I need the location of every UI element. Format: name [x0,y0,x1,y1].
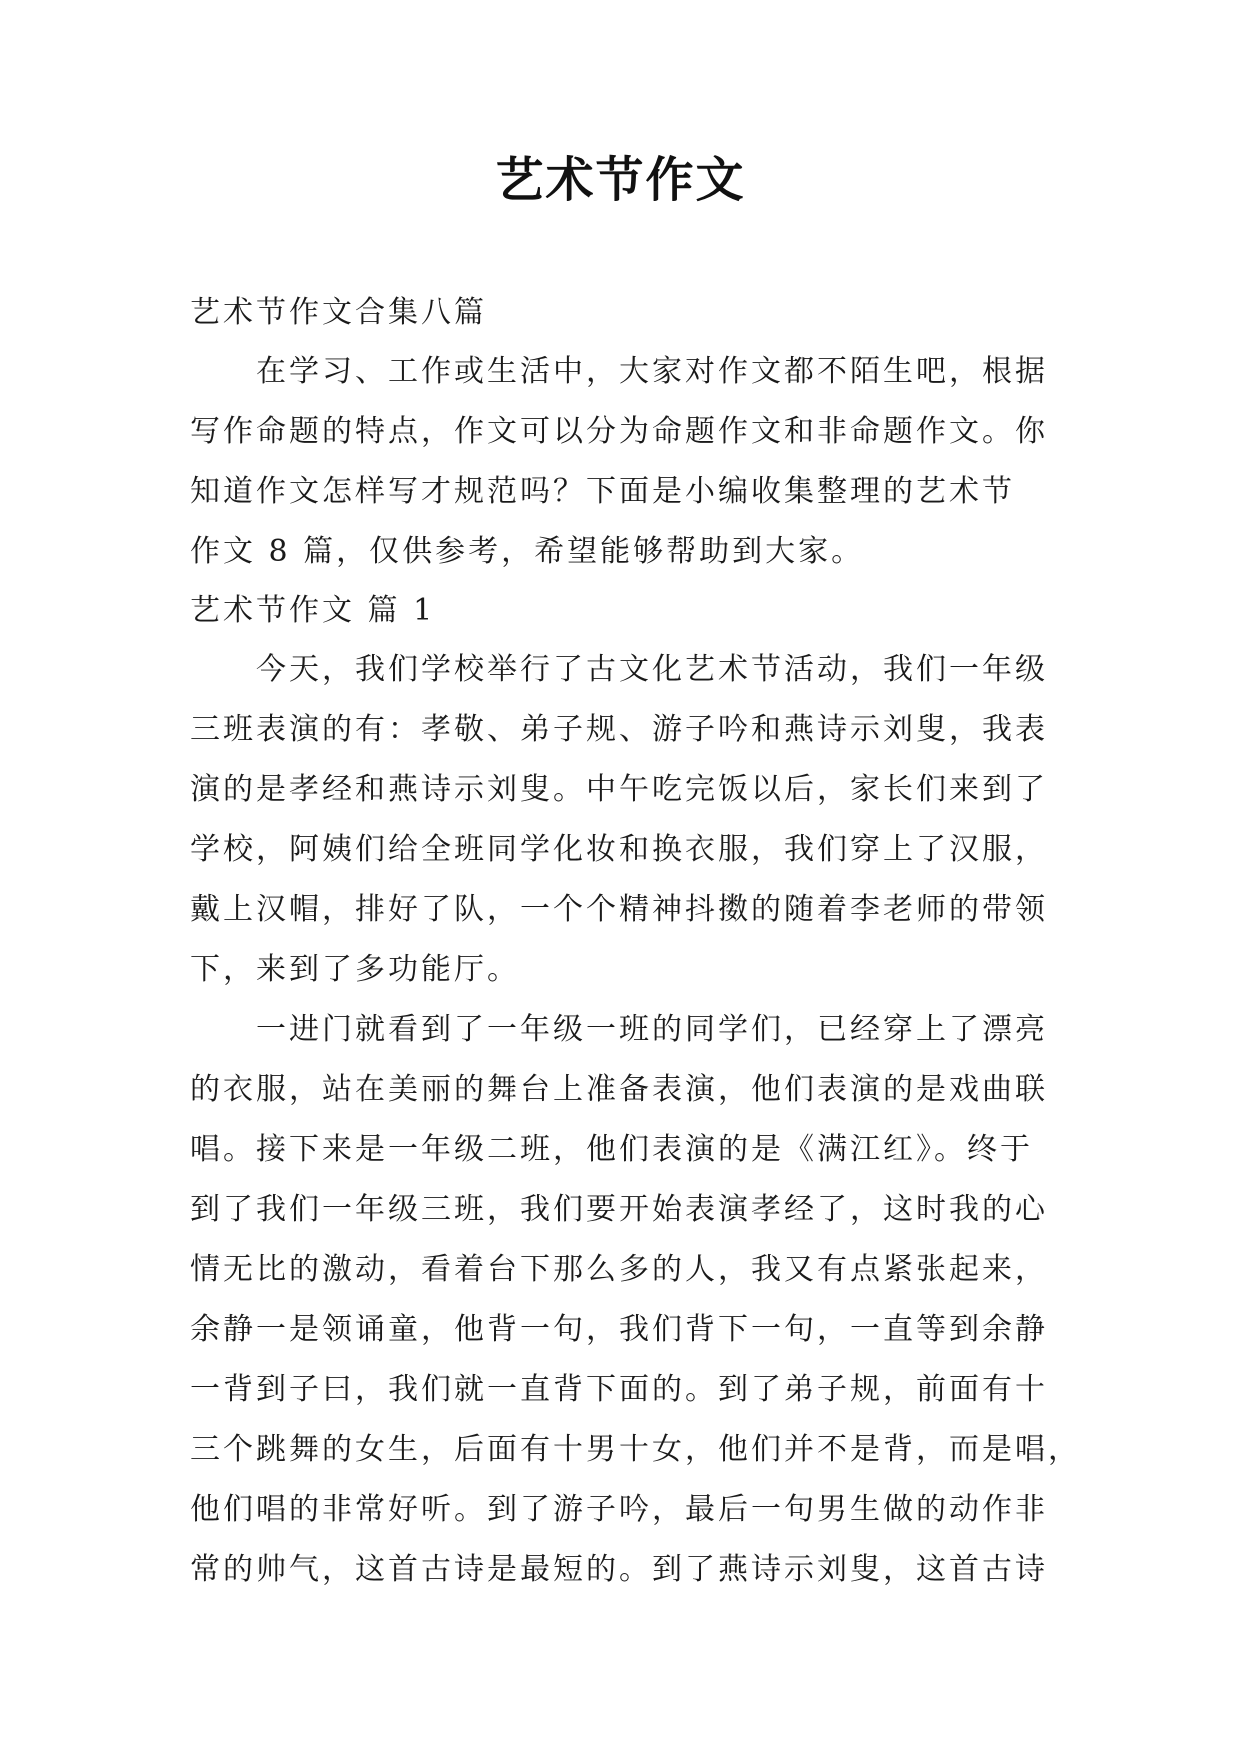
text-line: 学校，阿姨们给全班同学化妆和换衣服，我们穿上了汉服， [190,832,1048,867]
collection-subtitle: 艺术节作文合集八篇 [190,295,487,330]
text-line: 写作命题的特点，作文可以分为命题作文和非命题作文。你 [190,414,1048,449]
essay-paragraph-1 [190,640,1050,1000]
text-line: 知道作文怎样写才规范吗？下面是小编收集整理的艺术节 [190,474,1015,509]
text-line: 一进门就看到了一年级一班的同学们，已经穿上了漂亮 [256,1012,1048,1047]
text-line: 作文 8 篇，仅供参考，希望能够帮助到大家。 [190,534,865,569]
text-line: 在学习、工作或生活中，大家对作文都不陌生吧，根据 [256,354,1048,389]
text-line: 的衣服，站在美丽的舞台上准备表演，他们表演的是戏曲联 [190,1072,1048,1107]
essay-paragraph-2 [190,1000,1081,1600]
text-line: 到了我们一年级三班，我们要开始表演孝经了，这时我的心 [190,1192,1048,1227]
text-line: 戴上汉帽，排好了队，一个个精神抖擞的随着李老师的带领 [190,892,1048,927]
text-line: 下，来到了多功能厅。 [190,952,520,987]
text-line: 余静一是领诵童，他背一句，我们背下一句，一直等到余静 [190,1312,1048,1347]
text-line: 他们唱的非常好听。到了游子吟，最后一句男生做的动作非 [190,1492,1048,1527]
text-line: 常的帅气，这首古诗是最短的。到了燕诗示刘叟，这首古诗 [190,1552,1048,1587]
document-title: 艺术节作文 [495,152,746,208]
intro-paragraph [190,342,1050,582]
document-body [190,284,1081,1600]
text-line: 一背到子曰，我们就一直背下面的。到了弟子规，前面有十 [190,1372,1048,1407]
text-line: 今天，我们学校举行了古文化艺术节活动，我们一年级 [256,652,1048,687]
section-heading: 艺术节作文 篇 1 [190,593,436,628]
text-line: 三个跳舞的女生，后面有十男十女，他们并不是背，而是唱， [190,1432,1081,1467]
text-line: 情无比的激动，看着台下那么多的人，我又有点紧张起来， [190,1252,1048,1287]
text-line: 唱。接下来是一年级二班，他们表演的是《满江红》。终于 [190,1132,1033,1167]
text-line: 三班表演的有：孝敬、弟子规、游子吟和燕诗示刘叟，我表 [190,712,1048,747]
text-line: 演的是孝经和燕诗示刘叟。中午吃完饭以后，家长们来到了 [190,772,1048,807]
